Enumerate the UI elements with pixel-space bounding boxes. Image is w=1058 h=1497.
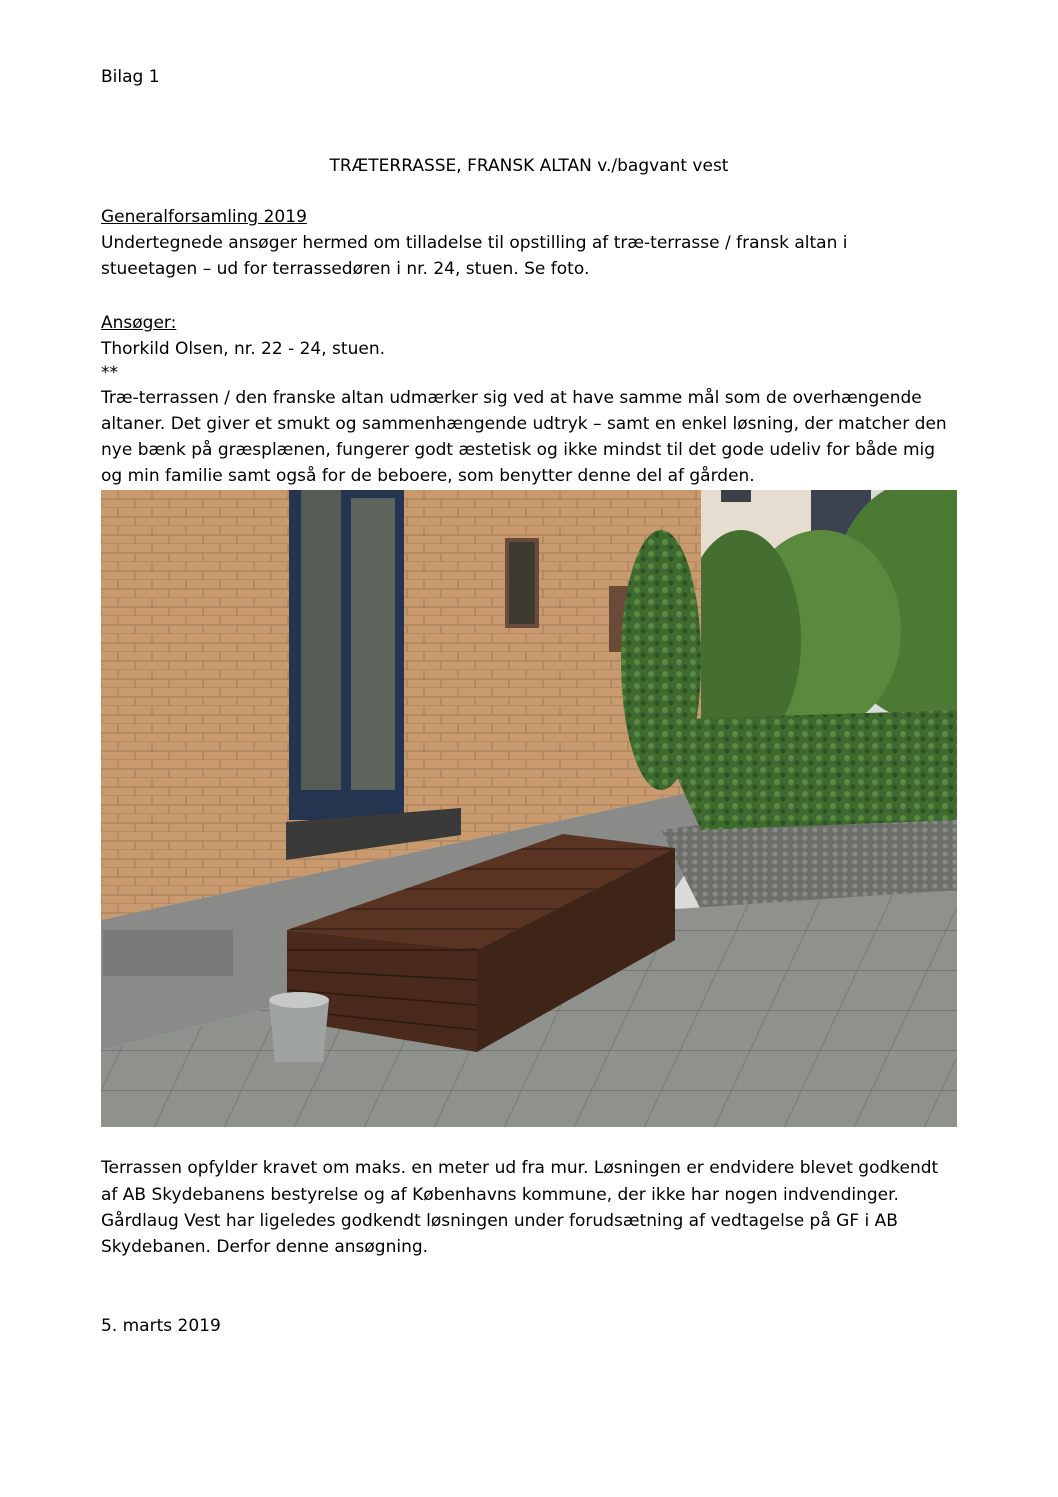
section-heading: Generalforsamling 2019 — [101, 207, 307, 227]
description-line: nye bænk på græsplænen, fungerer godt æstetisk og ikke mindst til det gode udeliv for både mig — [101, 440, 936, 460]
body-line: Undertegnede ansøger hermed om tilladelse til opstilling af træ-terrasse / fransk altan i — [101, 233, 848, 253]
appendix-label: Bilag 1 — [101, 67, 160, 87]
applicant-heading: Ansøger: — [101, 313, 177, 333]
description-line: Træ-terrassen / den franske altan udmærker sig ved at have samme mål som de overhængende — [101, 388, 922, 408]
conclusion-line: Gårdlaug Vest har ligeledes godkendt løsningen under forudsætning af vedtagelse på GF i AB — [101, 1211, 898, 1231]
hedge — [651, 710, 957, 830]
description-line: altaner. Det giver et smukt og sammenhængende udtryk – samt en enkel løsning, der matcher den — [101, 414, 947, 434]
applicant-name: Thorkild Olsen, nr. 22 - 24, stuen. — [101, 339, 385, 359]
document-date: 5. marts 2019 — [101, 1316, 221, 1336]
terrace-photo — [101, 490, 957, 1127]
body-line: stueetagen – ud for terrassedøren i nr. 24, stuen. Se foto. — [101, 259, 590, 279]
document-title: TRÆTERRASSE, FRANSK ALTAN v./bagvant vest — [329, 156, 729, 176]
conclusion-line: Terrassen opfylder kravet om maks. en meter ud fra mur. Løsningen er endvidere blevet godkendt — [101, 1158, 939, 1178]
description-line: og min familie samt også for de beboere, som benytter denne del af gården. — [101, 466, 755, 486]
conclusion-line: af AB Skydebanens bestyrelse og af Københavns kommune, der ikke har nogen indvendinger. — [101, 1185, 899, 1205]
conclusion-line: Skydebanen. Derfor denne ansøgning. — [101, 1237, 429, 1257]
separator-marker: ** — [101, 363, 118, 383]
bucket — [269, 1000, 329, 1062]
